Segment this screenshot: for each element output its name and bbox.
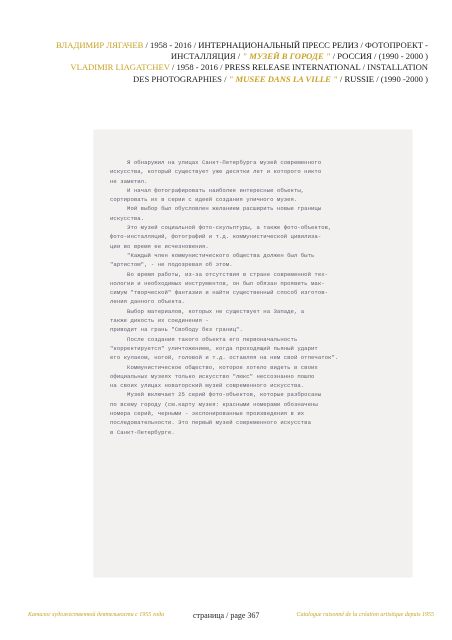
page-number: страница / page 367	[193, 611, 260, 620]
author-name-en: VLADIMIR LIAGATCHEV	[70, 62, 170, 73]
typed-line: Музей включает 25 серий фото-объектов, которые разбросаны	[110, 391, 322, 399]
typed-line: фото-инсталляций, фотографий и т.д. коммунистической цивилиза-	[110, 233, 322, 241]
typed-line: Я обнаружил на улицах Санкт-Петербурга музей современного	[110, 159, 322, 166]
photographs-fr: DES PHOTOGRAPHIES /	[133, 73, 229, 84]
footer-catalogue-fr: Catalogue raisonné de la création artistique depuis 1955	[296, 612, 434, 618]
title-en: PRESS RELEASE INTERNATIONAL	[224, 62, 361, 73]
typed-line: на своих улицах новаторский музей современного искусства.	[110, 382, 305, 390]
country-ru: РОССИЯ	[337, 51, 372, 62]
typed-line: его кулаком, ногой, головой и т.д. оставляя на нем свой отпечаток".	[110, 354, 339, 362]
typed-line: в Санкт-Петербурге.	[110, 428, 175, 436]
title-ru: ИНТЕРНАЦИОНАЛЬНЫЙ ПРЕСС РЕЛИЗ	[198, 40, 359, 50]
typed-line: также дикость их соединения -	[110, 317, 209, 325]
header-line-1	[8, 40, 428, 51]
years-ru: / (1990 - 2000 )	[371, 51, 428, 62]
typed-line: приводит на грань "Свободу без границ".	[110, 326, 243, 334]
installation-fr: / INSTALLATION	[360, 62, 428, 73]
typed-line: номера серий, черными - экспонированные произведения в их	[110, 410, 305, 418]
typed-line: по всему городу (см.карту музея: красными номерами обозначены	[110, 400, 318, 408]
typed-line: ления данного объекта.	[110, 298, 185, 306]
typed-line: "корректируется" уличтожением, когда проходящий пьяный ударит	[110, 344, 318, 352]
project-name-ru: " МУЗЕЙ В ГОРОДЕ "	[242, 51, 331, 62]
dates-ru: / 1958 - 2016 /	[143, 40, 199, 50]
project-name-fr: " MUSEE DANS LA VILLE "	[228, 73, 338, 84]
header-line-3	[8, 62, 428, 73]
footer-catalogue-ru: Каталог художественной деятельности с 1955 года	[28, 612, 165, 618]
page-footer	[0, 612, 452, 624]
typed-document-text	[110, 158, 406, 437]
years-fr: / (1990 -2000 )	[374, 73, 428, 84]
typed-line: нологии и необходимых инструментов, он был обязан проявить мак-	[110, 279, 325, 287]
typed-line: искусства.	[110, 214, 145, 222]
typed-line: Коммунистическое общество, которое хотело видеть в своих	[110, 363, 318, 371]
installation-ru: ИНСТАЛЛЯЦИЯ /	[170, 51, 243, 62]
typed-line: официальных музеях только искусство "люкс" нессознанно пошло	[110, 372, 315, 380]
country-fr: RUSSIE	[344, 73, 375, 84]
header-line-4	[8, 74, 428, 85]
dates-en: / 1958 - 2016 /	[169, 62, 225, 73]
typed-line: "артистом", - не подозревая об этом.	[110, 261, 233, 269]
typed-line: И начал фотографировать наиболее интересные объекты,	[110, 186, 305, 194]
page-header	[8, 40, 428, 85]
typed-line: не заметил.	[110, 177, 148, 185]
author-name-ru: ВЛАДИМИР ЛЯГАЧЕВ	[56, 40, 144, 50]
typed-line: "Каждый член коммунистического общества должен был быть	[110, 251, 315, 259]
typed-line: После создания такого объекта его первоначальность	[110, 335, 298, 343]
typed-line: Во время работы, из-за отсутствия в стране современной тех-	[110, 270, 329, 278]
typed-line: симум "творческой" фантазии и найти существенный способ изготов-	[110, 289, 329, 297]
typed-line: последовательности. Это первый музей современного искусства	[110, 419, 312, 427]
header-line-2	[8, 51, 428, 62]
typed-line: Это музей социальной фото-скульптуры, а также фото-объектов,	[110, 224, 332, 232]
typed-line: сортировать их в серии с идеей создания уличного музея.	[110, 196, 298, 204]
typed-line: Мой выбор был обусловлен желанием расширить новые границы	[110, 205, 322, 213]
typed-line: искусства, который существует уже десятки лет и которого никто	[110, 168, 322, 176]
separator: /	[330, 51, 338, 62]
typed-line: Выбор материалов, которых не существует на Западе, а	[110, 307, 305, 315]
project-ru: / ФОТОПРОЕКТ -	[358, 40, 428, 50]
typed-line: ции во время ее исчезновения.	[110, 242, 209, 250]
separator: /	[337, 73, 345, 84]
